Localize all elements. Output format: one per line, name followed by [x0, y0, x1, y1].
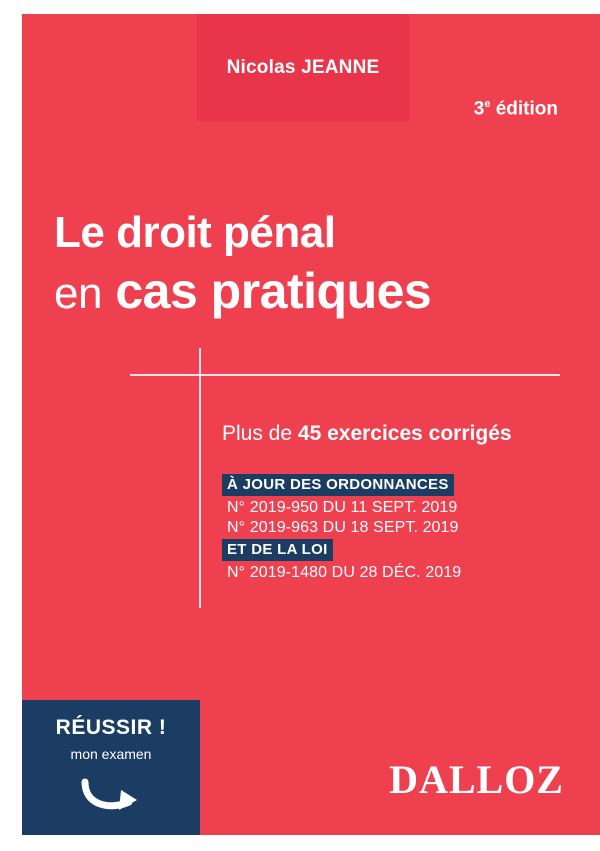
subtitle-emphasis: 45 exercices corrigés: [297, 422, 512, 445]
law-line: N° 2019-963 DU 18 SEPT. 2019: [227, 519, 459, 536]
horizontal-rule: [130, 374, 560, 376]
edition-ordinal-suffix: e: [484, 98, 491, 110]
vertical-rule: [199, 348, 201, 608]
author-name: Nicolas JEANNE: [226, 56, 380, 78]
law-highlight: ET DE LA LOI: [222, 539, 333, 561]
curved-arrow-icon: [81, 776, 143, 816]
law-line: N° 2019-1480 DU 28 DÉC. 2019: [227, 564, 462, 581]
title-line-2-light: en: [54, 269, 102, 318]
edition-word: édition: [495, 98, 558, 120]
subtitle: [222, 422, 512, 446]
subtitle-prefix: Plus de: [222, 422, 298, 445]
law-line: N° 2019-950 DU 11 SEPT. 2019: [227, 499, 458, 516]
top-white-band: [22, 0, 600, 14]
publisher-logo: DALLOZ: [389, 757, 564, 802]
badge-title: RÉUSSIR !: [55, 716, 167, 739]
badge-subtitle: mon examen: [70, 746, 152, 762]
edition-label: [474, 98, 558, 120]
left-white-stripe: [0, 0, 22, 851]
bottom-white-band: [0, 835, 600, 851]
edition-number: 3: [473, 98, 485, 120]
law-highlight: À JOUR DES ORDONNANCES: [222, 474, 454, 496]
law-update-block: [222, 474, 522, 584]
title-line-2-bold: cas pratiques: [115, 263, 432, 319]
title-line-1: Le droit pénal: [54, 208, 336, 257]
author-band: [197, 14, 409, 121]
reussir-badge: [22, 700, 200, 835]
title-line-2: [54, 262, 431, 320]
